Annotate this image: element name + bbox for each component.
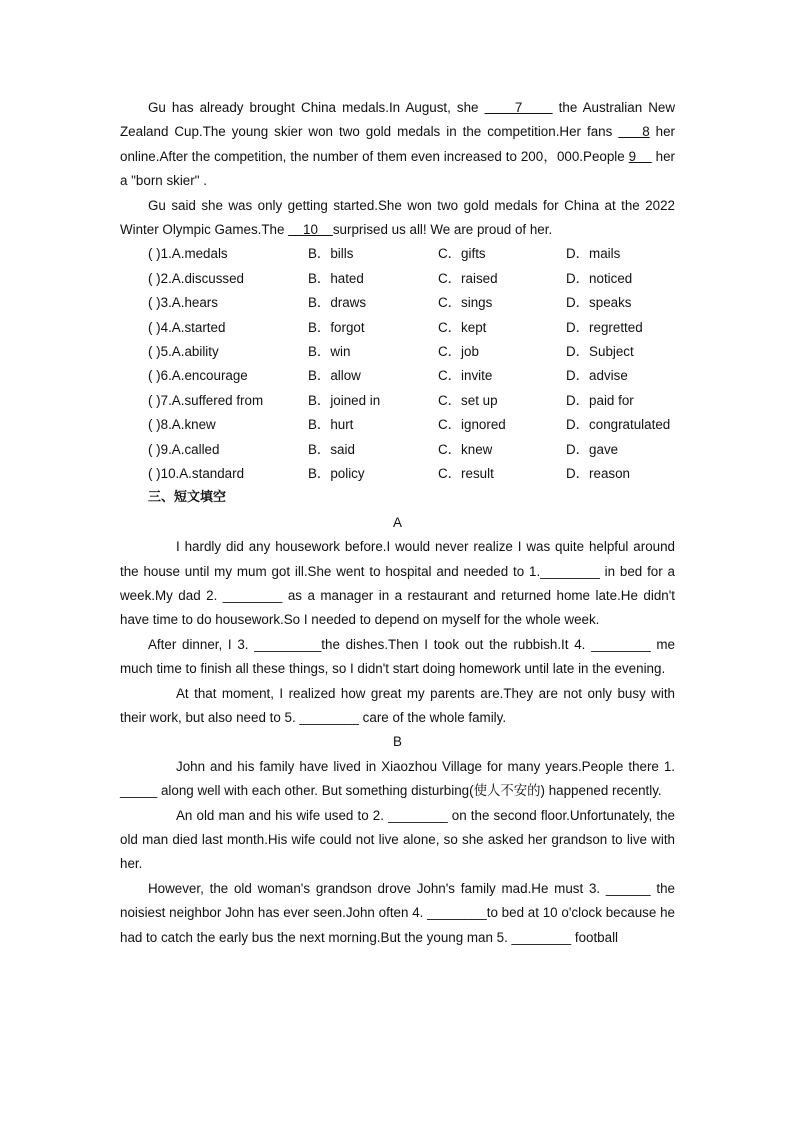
text-span: Gu said she was only getting started.She won two gold medals for China at the 2022 Winter Olympic Games.The [120, 197, 675, 238]
question-row [120, 242, 675, 266]
option-b: B．policy [308, 465, 365, 481]
option-b: B．bills [308, 246, 354, 262]
question-label: ( )6.A.encourage [148, 368, 248, 384]
question-row [120, 267, 675, 291]
text-span: her online.After the competition, the number of them even increased to 200，000.People [120, 124, 675, 164]
option-d: D．Subject [566, 344, 634, 359]
question-label: ( )8.A.knew [148, 417, 216, 433]
question-label: ( )7.A.suffered from [148, 392, 264, 408]
blank-8: 8 [618, 124, 650, 140]
option-d: D．reason [566, 465, 631, 481]
passage-b-heading: B [393, 734, 402, 750]
option-c: C．invite [438, 368, 493, 384]
text-span: surprised us all! We are proud of her. [332, 222, 553, 238]
option-c: C．gifts [438, 246, 486, 262]
question-row [120, 291, 675, 315]
passage-b-paragraph-2: An old man and his wife used to 2. ________ on the second floor.Unfortunately, the old man died last month.His wife could not live alone, so she asked her grandson to live with her. [120, 807, 675, 872]
option-c: C．knew [438, 441, 493, 457]
option-b: B．forgot [308, 319, 365, 335]
cloze-paragraph-2 [120, 194, 675, 243]
worksheet-content [120, 96, 675, 950]
question-label: ( )9.A.called [148, 441, 220, 457]
option-c: C．ignored [438, 417, 506, 433]
blank-9: 9 [628, 148, 652, 164]
text-span: Gu has already brought China medals.In August, she [148, 100, 485, 115]
option-c: C．result [438, 465, 494, 481]
option-b: B．draws [308, 295, 367, 311]
option-c: C．kept [438, 319, 487, 335]
passage-a-heading: A [393, 514, 402, 530]
option-c: C．job [438, 344, 479, 359]
option-c: C．set up [438, 392, 498, 408]
passage-b-paragraph-3: However, the old woman's grandson drove John's family mad.He must 3. ______ the noisiest neighbor John has ever seen.John often 4. ________to bed at 10 o'clock because he had to catch the early bus the next morning.But the young man 5. ________ football [120, 880, 675, 945]
blank-7: 7 [484, 100, 553, 115]
section-title: 三、短文填空 [148, 490, 227, 506]
question-label: ( )5.A.ability [148, 344, 219, 359]
option-d: D．noticed [566, 270, 633, 286]
cloze-paragraph-1 [120, 96, 675, 194]
text-span: the Australian New Zealand Cup.The young skier won two gold medals in the competition.Her fans [120, 100, 675, 140]
question-row [120, 462, 675, 486]
option-b: B．hated [308, 270, 364, 286]
option-c: C．raised [438, 270, 498, 286]
option-c: C．sings [438, 295, 493, 311]
option-b: B．joined in [308, 392, 381, 408]
passage-a-paragraph-2: After dinner, I 3. _________the dishes.Then I took out the rubbish.It 4. ________ me much time to finish all these things, so I didn't start doing homework until late in the evening. [120, 636, 675, 677]
question-row [120, 389, 675, 413]
question-label: ( )3.A.hears [148, 295, 218, 311]
option-d: D．paid for [566, 392, 634, 408]
question-label: ( )4.A.started [148, 319, 226, 335]
option-d: D．advise [566, 368, 628, 384]
blank-10: 10 [288, 222, 333, 238]
question-row [120, 413, 675, 437]
passage-a-paragraph-3: At that moment, I realized how great my parents are.They are not only busy with their work, but also need to 5. ________ care of the whole family. [120, 685, 675, 725]
text-span: her a "born skier" . [120, 148, 675, 189]
question-list [120, 242, 675, 486]
option-d: D．mails [566, 246, 621, 262]
question-label: ( )10.A.standard [148, 465, 245, 481]
passage-b-paragraph-1: John and his family have lived in Xiaozhou Village for many years.People there 1. _____ along well with each other. But something disturbing(使人不安的) happened recently. [120, 758, 675, 799]
question-row [120, 340, 675, 364]
option-d: D．gave [566, 441, 619, 457]
option-d: D．speaks [566, 295, 632, 311]
option-b: B．win [308, 344, 351, 359]
question-row [120, 438, 675, 462]
passage-a-paragraph-1: I hardly did any housework before.I would never realize I was quite helpful around the house until my mum got ill.She went to hospital and needed to 1.________ in bed for a week.My dad 2. ________ as a manager in a restaurant and returned home late.He didn't have time to do housework.So I needed to depend on myself for the whole week. [120, 539, 675, 628]
question-label: ( )2.A.discussed [148, 270, 245, 286]
option-b: B．hurt [308, 417, 354, 433]
option-d: D．congratulated [566, 417, 671, 433]
question-row [120, 364, 675, 388]
option-b: B．said [308, 441, 355, 457]
option-b: B．allow [308, 368, 361, 384]
question-label: ( )1.A.medals [148, 246, 228, 262]
question-row [120, 316, 675, 340]
option-d: D．regretted [566, 319, 643, 335]
